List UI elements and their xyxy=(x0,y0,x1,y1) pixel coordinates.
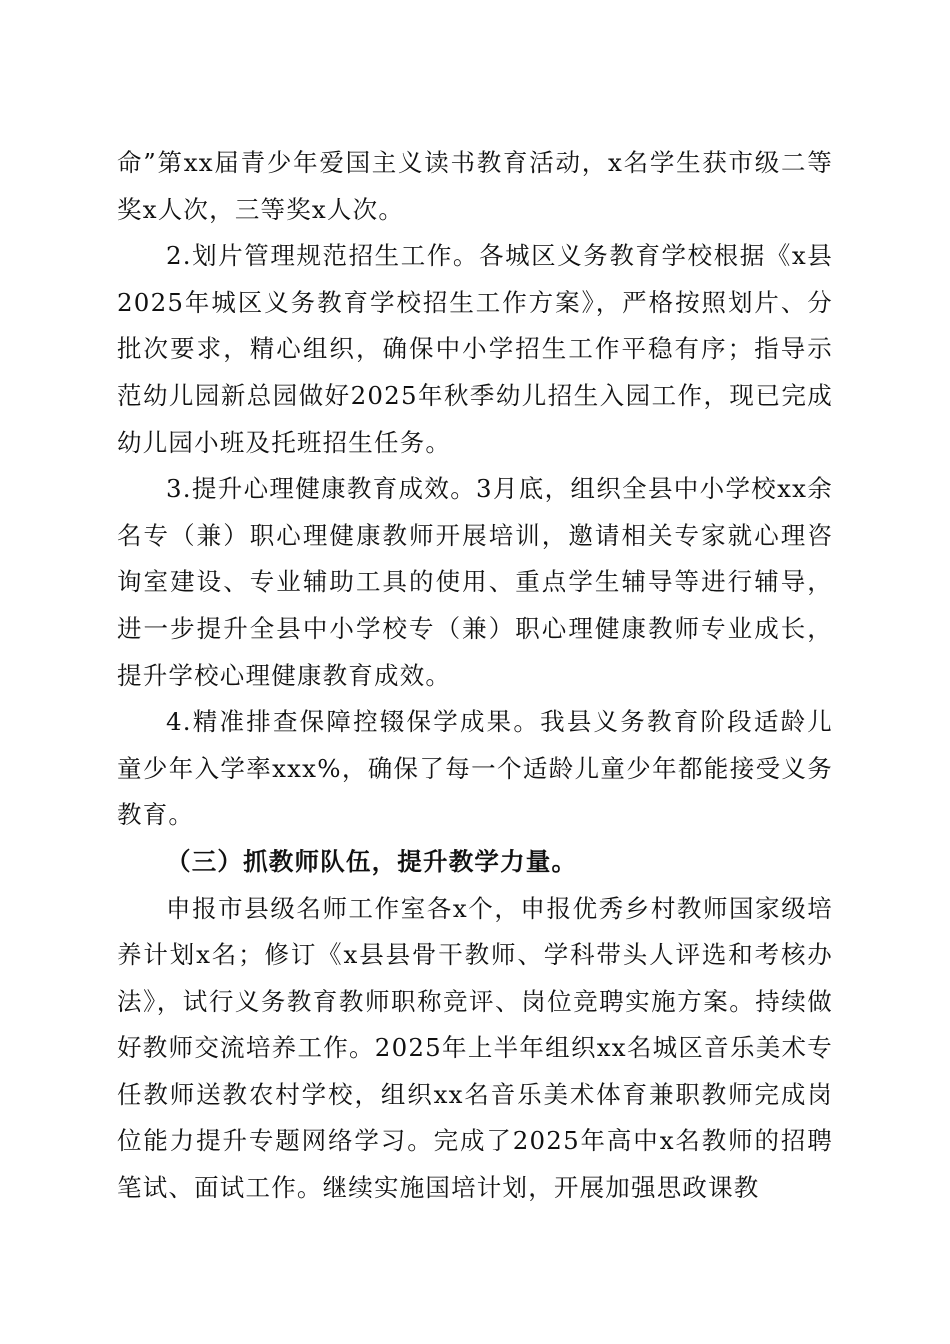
paragraph-continuation: 命”第xx届青少年爱国主义读书教育活动，x名学生获市级二等奖x人次，三等奖x人次。 xyxy=(117,148,833,224)
paragraph-dropout-control: 4.精准排查保障控辍保学成果。我县义务教育阶段适龄儿童少年入学率xxx%，确保了每一个适龄儿童少年都能接受义务教育。 xyxy=(117,707,833,830)
paragraph-teacher-team: 申报市县级名师工作室各x个，申报优秀乡村教师国家级培养计划x名；修订《x县县骨干教师、学科带头人评选和考核办法》，试行义务教育教师职称竞评、岗位竞聘实施方案。持续做好教师交流培养工作。2025年上半年组织xx名城区音乐美术专任教师送教农村学校，组织xx名音乐美术体育兼职教师完成岗位能力提升专题网络学习。完成了2025年高中x名教师的招聘笔试、面试工作。继续实施国培计划，开展加强思政课教 xyxy=(117,893,833,1203)
paragraph-mental-health: 3.提升心理健康教育成效。3月底，组织全县中小学校xx余名专（兼）职心理健康教师开展培训，邀请相关专家就心理咨询室建设、专业辅助工具的使用、重点学生辅导等进行辅导，进一步提升全县中小学校专（兼）职心理健康教师专业成长，提升学校心理健康教育成效。 xyxy=(117,474,833,690)
section-heading-teachers: （三）抓教师队伍，提升教学力量。 xyxy=(166,846,578,876)
paragraph-enrollment: 2.划片管理规范招生工作。各城区义务教育学校根据《x县2025年城区义务教育学校招生工作方案》，严格按照划片、分批次要求，精心组织，确保中小学招生工作平稳有序；指导示范幼儿园新总园做好2025年秋季幼儿招生入园工作，现已完成幼儿园小班及托班招生任务。 xyxy=(117,241,833,457)
document-body xyxy=(117,140,833,1212)
